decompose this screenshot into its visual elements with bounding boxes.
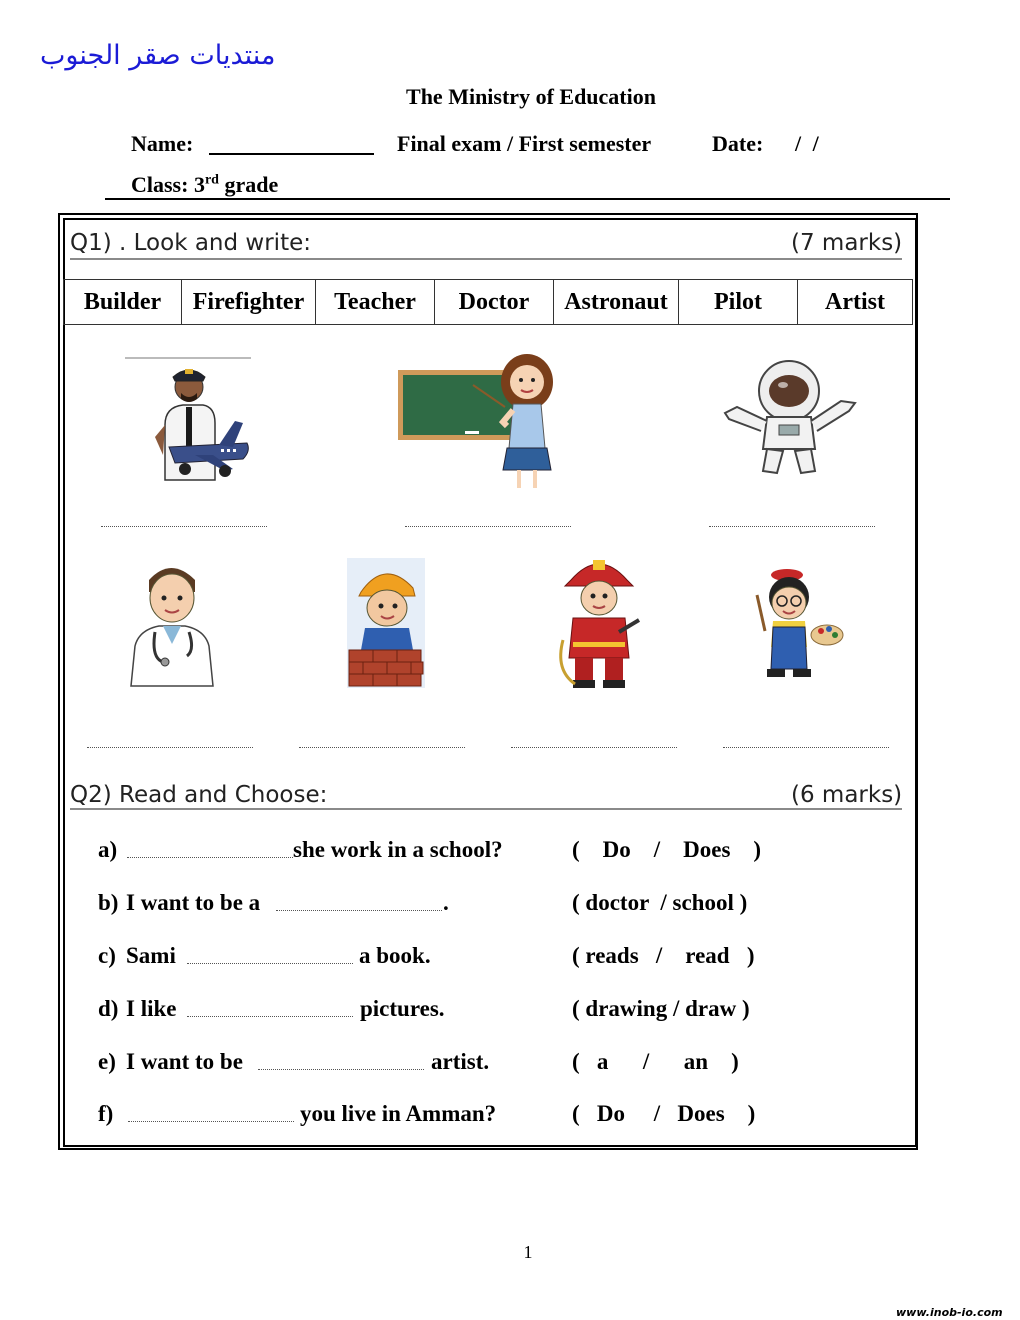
teacher-picture	[395, 352, 577, 492]
page-number: 1	[523, 1242, 533, 1262]
word-artist: Artist	[798, 280, 913, 325]
builder-picture	[347, 558, 425, 688]
answer-line-pilot[interactable]	[101, 526, 267, 527]
q2-d-blank[interactable]	[187, 1016, 353, 1017]
q2-f-text: you live in Amman?	[300, 1101, 497, 1126]
name-label: Name:	[131, 131, 194, 156]
q2-a-letter: a)	[98, 837, 118, 862]
q2-marks: (6 marks)	[791, 782, 903, 808]
q2-underline	[70, 808, 902, 810]
q2-f-letter: f)	[98, 1101, 114, 1126]
answer-line-teacher[interactable]	[405, 526, 571, 527]
q2-c-text-before: Sami	[126, 943, 176, 968]
q2-b-text-after: .	[443, 890, 449, 915]
q2-e-letter: e)	[98, 1049, 116, 1074]
firefighter-picture	[553, 550, 645, 690]
q2-b-text-before: I want to be a	[126, 890, 261, 915]
q1-marks: (7 marks)	[791, 230, 903, 256]
answer-line-artist[interactable]	[723, 747, 889, 748]
q2-a-options: ( Do / Does )	[572, 837, 762, 862]
q2-f-blank[interactable]	[128, 1121, 294, 1122]
q2-d-text-after: pictures.	[360, 996, 445, 1021]
q2-b-blank[interactable]	[276, 910, 442, 911]
q2-c-blank[interactable]	[187, 963, 353, 964]
word-firefighter: Firefighter	[182, 280, 316, 325]
word-builder: Builder	[64, 280, 182, 325]
exam-title: Final exam / First semester	[397, 131, 652, 156]
word-teacher: Teacher	[316, 280, 435, 325]
q2-b-letter: b)	[98, 890, 119, 915]
answer-line-doctor[interactable]	[87, 747, 253, 748]
answer-line-firefighter[interactable]	[511, 747, 677, 748]
q1-underline	[70, 258, 902, 260]
q2-c-letter: c)	[98, 943, 116, 968]
word-astronaut: Astronaut	[554, 280, 679, 325]
word-doctor: Doctor	[435, 280, 554, 325]
q2-b-options: ( doctor / school )	[572, 890, 748, 915]
q2-c-options: ( reads / read )	[572, 943, 755, 968]
answer-line-builder[interactable]	[299, 747, 465, 748]
q2-e-text-before: I want to be	[126, 1049, 243, 1074]
name-blank-line[interactable]	[209, 153, 374, 155]
header-divider	[105, 198, 950, 200]
astronaut-picture	[717, 357, 859, 479]
q2-e-options: ( a / an )	[572, 1049, 739, 1074]
q2-e-blank[interactable]	[258, 1069, 424, 1070]
q2-e-text-after: artist.	[431, 1049, 490, 1074]
date-slashes: / /	[795, 131, 819, 156]
ministry-title: The Ministry of Education	[406, 84, 656, 109]
answer-line-astronaut[interactable]	[709, 526, 875, 527]
q2-d-letter: d)	[98, 996, 119, 1021]
footer-site: www.inob-io.com	[896, 1306, 1003, 1319]
date-label: Date:	[712, 131, 764, 156]
word-pilot: Pilot	[679, 280, 798, 325]
q2-d-text-before: I like	[126, 996, 177, 1021]
word-bank-table	[63, 279, 913, 325]
class-label: Class: 3rd grade	[131, 172, 279, 197]
forum-watermark: منتديات صقر الجنوب	[40, 40, 276, 71]
artist-picture	[749, 565, 845, 689]
q2-d-options: ( drawing / draw )	[572, 996, 750, 1021]
q2-a-blank[interactable]	[127, 857, 293, 858]
q2-title: Q2) Read and Choose:	[70, 782, 328, 808]
doctor-picture	[125, 558, 217, 690]
q2-c-text-after: a book.	[359, 943, 431, 968]
q2-f-options: ( Do / Does )	[572, 1101, 756, 1126]
q1-title: Q1) . Look and write:	[70, 230, 311, 256]
q2-a-text: she work in a school?	[293, 837, 503, 862]
pilot-picture	[125, 355, 253, 483]
